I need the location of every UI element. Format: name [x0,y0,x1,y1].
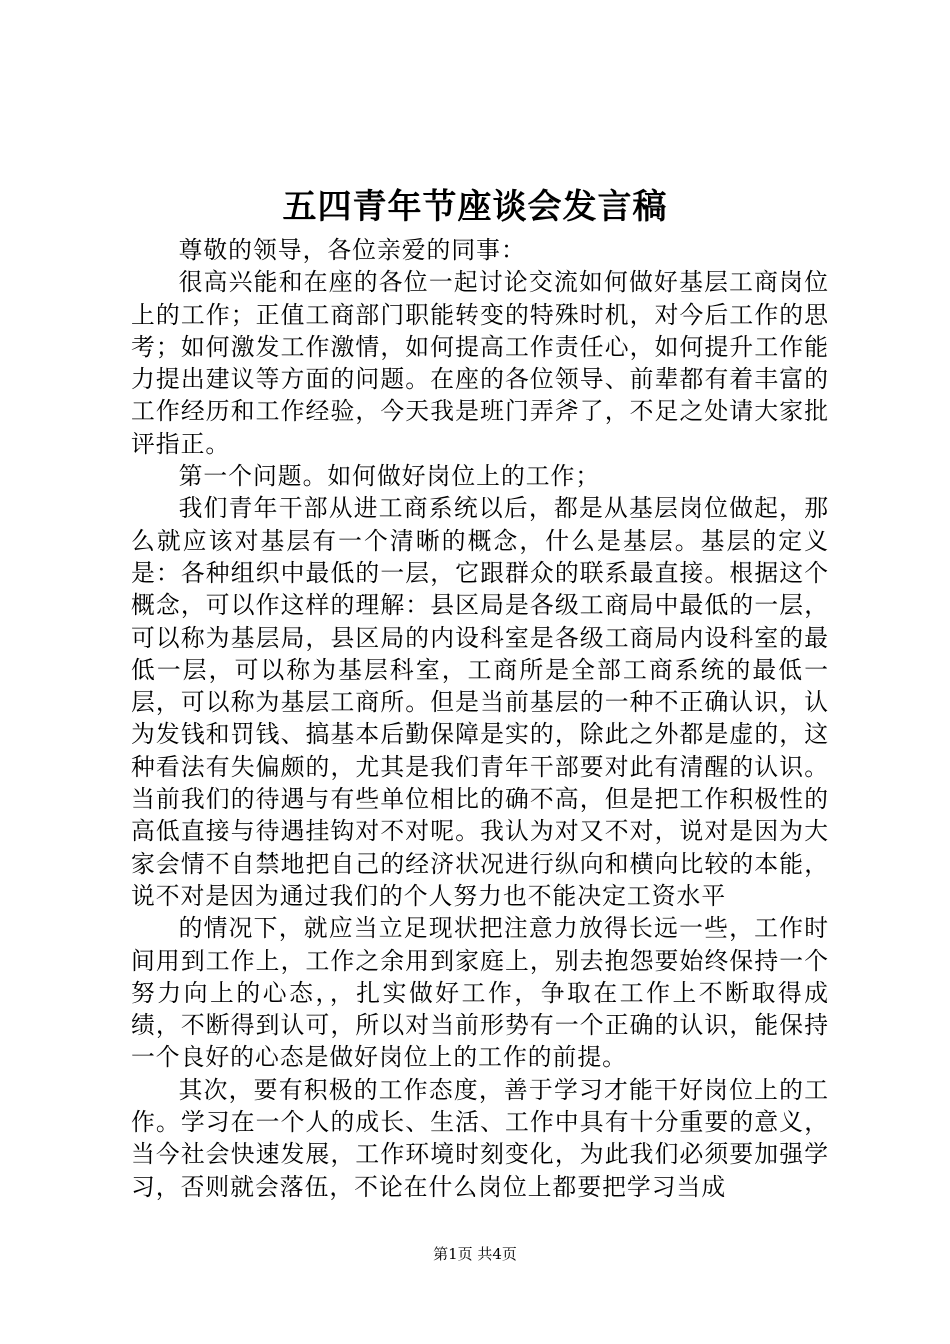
document-title: 五四青年节座谈会发言稿 [282,187,668,227]
body-paragraph: 我们青年干部从进工商系统以后，都是从基层岗位做起，那么就应该对基层有一个清晰的概念，什么是基层。基层的定义是：各种组织中最低的一层，它跟群众的联系最直接。根据这个概念，可以作这样的理解：县区局是各级工商局中最低的一层，可以称为基层局，县区局的内设科室是各级工商局内设科室的最低一层，可以称为基层科室，工商所是全部工商系统的最低一层，可以称为基层工商所。但是当前基层的一种不正确认识，认为发钱和罚钱、搞基本后勤保障是实的，除此之外都是虚的，这种看法有失偏颇的，尤其是我们青年干部要对此有清醒的认识。当前我们的待遇与有些单位相比的确不高，但是把工作积极性的高低直接与待遇挂钩对不对呢。我认为对又不对，说对是因为大家会情不自禁地把自己的经济状况进行纵向和横向比较的本能，说不对是因为通过我们的个人努力也不能决定工资水平 [131,494,829,910]
document-body [131,234,829,1203]
body-paragraph: 其次，要有积极的工作态度，善于学习才能干好岗位上的工作。学习在一个人的成长、生活、工作中具有十分重要的意义，当今社会快速发展，工作环境时刻变化，为此我们必须要加强学习，否则就会落伍，不论在什么岗位上都要把学习当成 [131,1075,829,1201]
page-number-footer: 第1页 共4页 [433,1245,517,1263]
body-paragraph: 的情况下，就应当立足现状把注意力放得长远一些，工作时间用到工作上，工作之余用到家庭上，别去抱怨要始终保持一个努力向上的心态，，扎实做好工作，争取在工作上不断取得成绩，不断得到认可，所以对当前形势有一个正确的认识，能保持一个良好的心态是做好岗位上的工作的前提。 [131,914,829,1072]
body-paragraph: 很高兴能和在座的各位一起讨论交流如何做好基层工商岗位上的工作；正值工商部门职能转变的特殊时机，对今后工作的思考；如何激发工作激情，如何提高工作责任心，如何提升工作能力提出建议等方面的问题。在座的各位领导、前辈都有着丰富的工作经历和工作经验，今天我是班门弄斧了，不足之处请大家批评指正。 [131,268,829,458]
salutation-paragraph: 尊敬的领导，各位亲爱的同事： [178,236,526,264]
body-paragraph: 第一个问题。如何做好岗位上的工作； [178,462,601,491]
